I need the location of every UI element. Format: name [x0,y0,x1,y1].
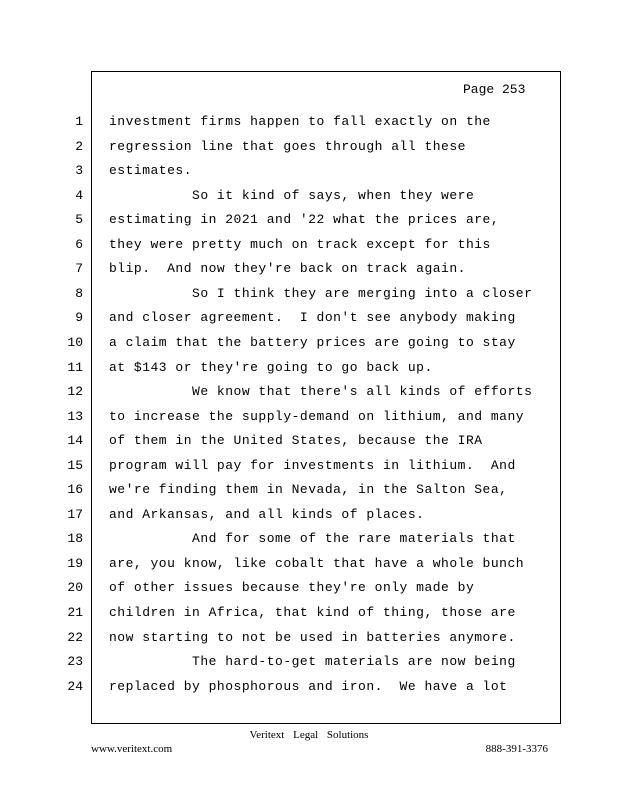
transcript-line: of other issues because they're only made by [109,580,475,595]
line-number: 23 [67,654,83,669]
line-number: 21 [67,605,83,620]
transcript-line: regression line that goes through all these [109,139,466,154]
line-number: 12 [67,384,83,399]
footer-phone: 888-391-3376 [485,743,548,755]
transcript-line: of them in the United States, because the IRA [109,433,483,448]
transcript-line: at $143 or they're going to go back up. [109,360,433,375]
line-number: 18 [67,531,83,546]
transcript-line: and Arkansas, and all kinds of places. [109,507,425,522]
transcript-line: investment firms happen to fall exactly on the [109,114,491,129]
line-number: 16 [67,482,83,497]
line-number: 4 [75,188,83,203]
line-number: 7 [75,261,83,276]
line-number: 10 [67,335,83,350]
transcript-line: to increase the supply-demand on lithium, and many [109,409,525,424]
transcript-line: replaced by phosphorous and iron. We have a lot [109,679,508,694]
line-number: 5 [75,212,83,227]
transcript-line: The hard-to-get materials are now being [109,654,516,669]
line-number: 15 [67,458,83,473]
line-number: 8 [75,286,83,301]
transcript-line: we're finding them in Nevada, in the Salton Sea, [109,482,508,497]
line-number: 19 [67,556,83,571]
line-number: 20 [67,580,83,595]
footer-website: www.veritext.com [91,743,173,755]
transcript-line: and closer agreement. I don't see anybody making [109,310,516,325]
line-number: 22 [67,630,83,645]
transcript-line: they were pretty much on track except for this [109,237,491,252]
page-number: Page 253 [463,82,526,97]
line-number: 24 [67,679,83,694]
line-number: 14 [67,433,83,448]
transcript-line: And for some of the rare materials that [109,531,516,546]
transcript-line: now starting to not be used in batteries anymore. [109,630,516,645]
footer-company: Veritext Legal Solutions [249,729,369,741]
transcript-line: estimates. [109,163,193,178]
line-number: 6 [75,237,83,252]
transcript-line: are, you know, like cobalt that have a whole bunch [109,556,525,571]
line-number: 3 [75,163,83,178]
transcript-line: estimating in 2021 and '22 what the prices are, [109,212,500,227]
transcript-line: So it kind of says, when they were [109,188,475,203]
transcript-line: blip. And now they're back on track again. [109,261,466,276]
transcript-line: So I think they are merging into a closer [109,286,533,301]
line-number: 13 [67,409,83,424]
line-number: 1 [75,114,83,129]
line-number: 17 [67,507,83,522]
line-number: 2 [75,139,83,154]
line-number: 11 [67,360,83,375]
transcript-line: program will pay for investments in lithium. And [109,458,516,473]
line-number: 9 [75,310,83,325]
transcript-line: We know that there's all kinds of efforts [109,384,533,399]
transcript-line: children in Africa, that kind of thing, those are [109,605,516,620]
transcript-line: a claim that the battery prices are going to stay [109,335,516,350]
